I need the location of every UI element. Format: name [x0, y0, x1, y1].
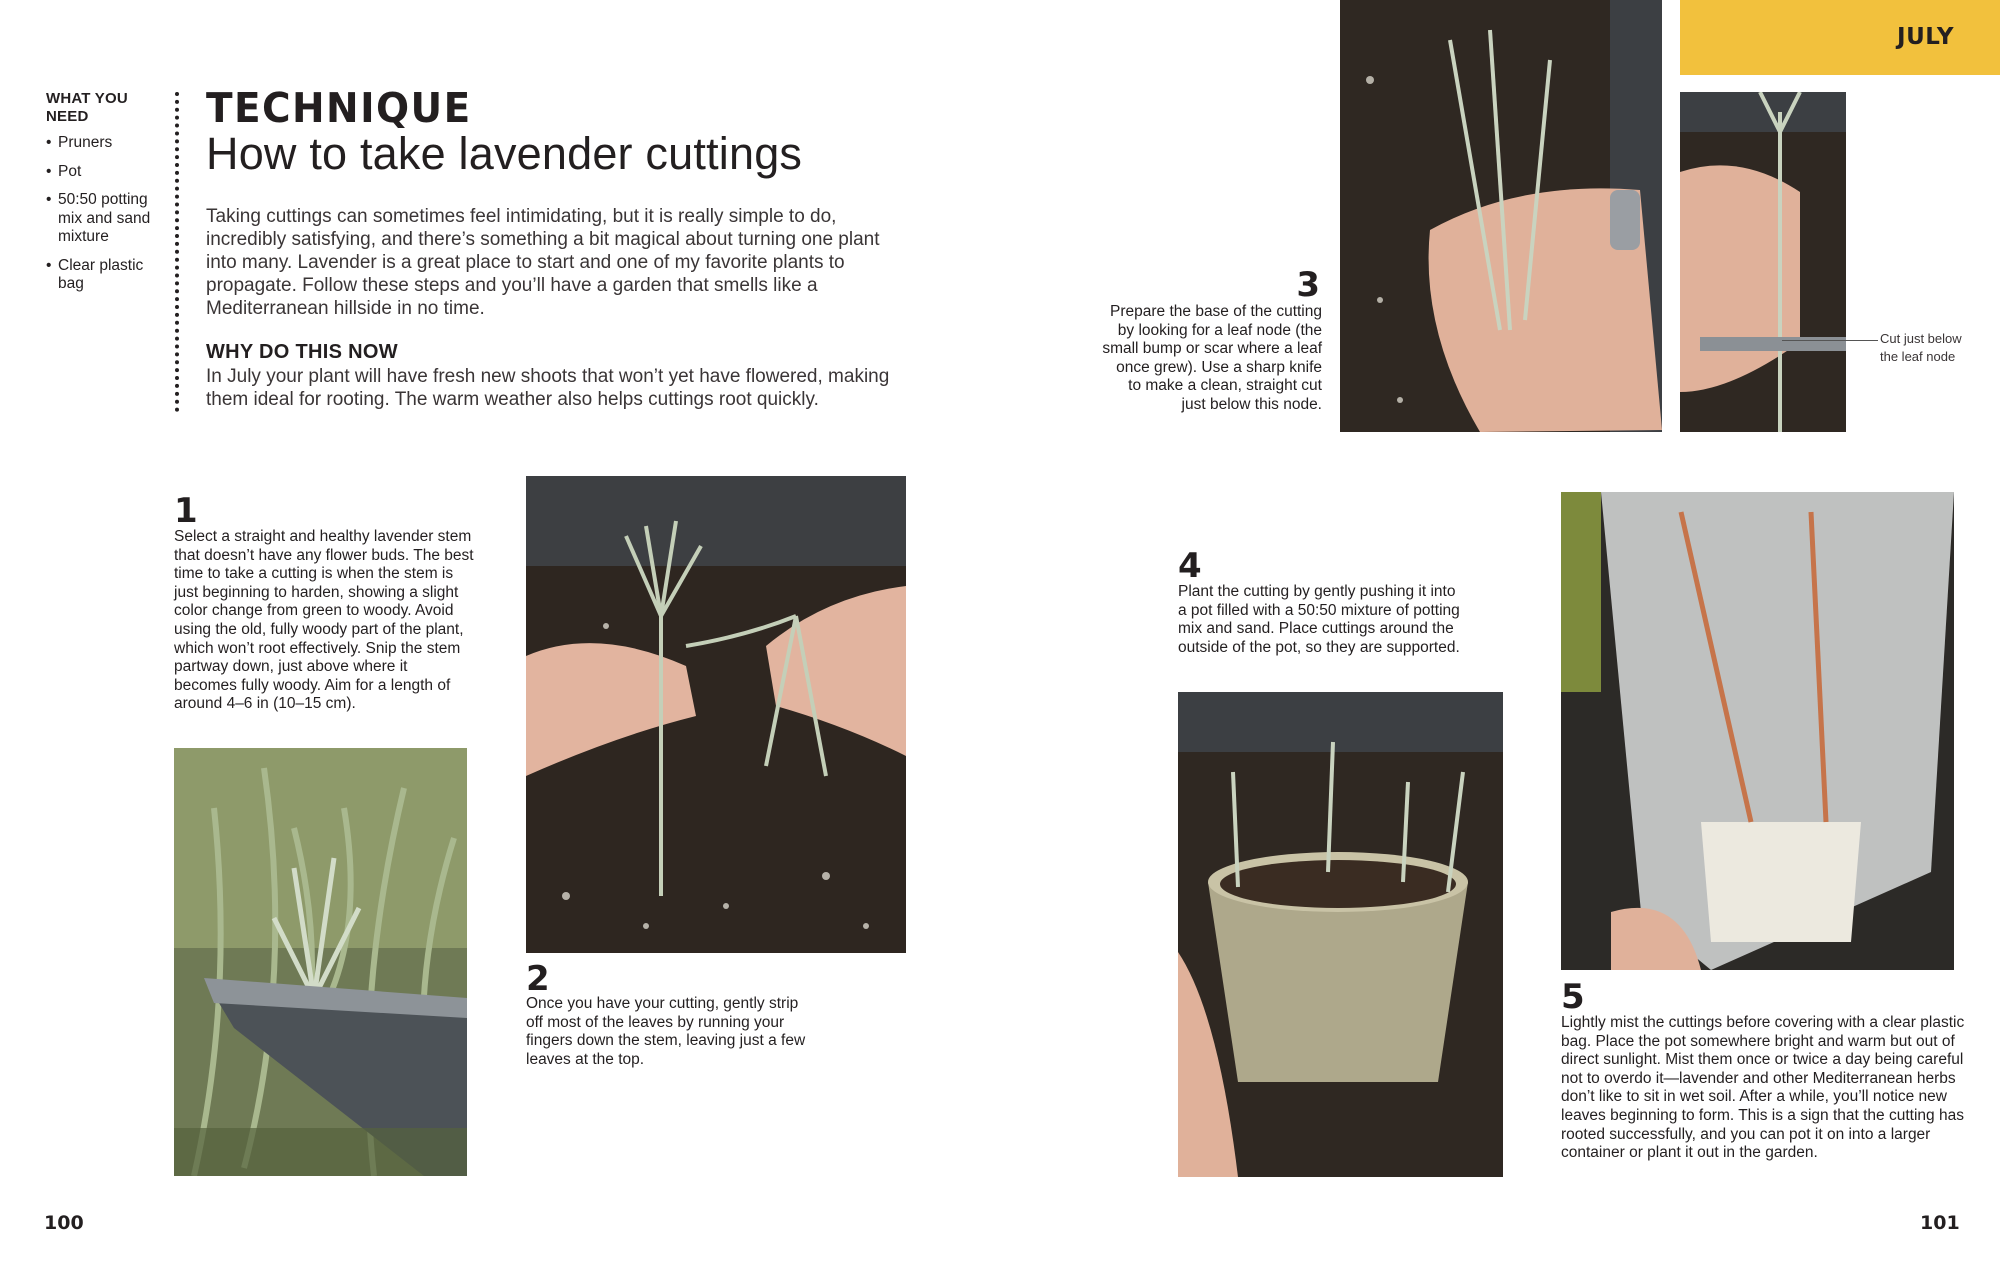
step-2-number: 2 — [526, 959, 550, 999]
callout-line — [1782, 340, 1878, 341]
step-4-text: Plant the cutting by gently pushing it into a pot filled with a 50:50 mixture of potting mix and sand. Place cuttings around the outside of the pot, so they are supported. — [1178, 583, 1460, 656]
photo-pot-in-plastic-bag — [1561, 492, 1954, 970]
why-paragraph: In July your plant will have fresh new shoots that won’t yet have flowered, making them ideal for rooting. The warm weather also helps cuttings root quickly. — [206, 366, 890, 410]
why-heading: WHY DO THIS NOW — [206, 341, 398, 363]
photo-cutting-stem-with-pruners — [174, 748, 467, 1176]
page-number-right: 101 — [1920, 1212, 1960, 1234]
step-3-text: Prepare the base of the cutting by looking for a leaf node (the small bump or scar where a leaf once grew). Use a sharp knife to make a clean, straight cut just below this node. — [1102, 303, 1322, 413]
photo-stripping-leaves — [526, 476, 906, 953]
list-item: • Pot — [46, 163, 171, 182]
month-tab — [1680, 0, 2000, 75]
step-1-text: Select a straight and healthy lavender stem that doesn’t have any flower buds. The best time to take a cutting is when the stem is just beginning to harden, showing a slight color change from green to woody. Avoid using the old, fully woody part of the plant, which won’t root effectively. Snip the stem partway down, just above where it becomes fully woody. Aim for a length of around 4–6 in (10–15 cm). — [174, 528, 474, 713]
what-you-need-list — [46, 134, 171, 304]
step-5-number: 5 — [1561, 977, 1585, 1017]
list-item: • Clear plastic bag — [46, 257, 171, 294]
step-5-text: Lightly mist the cuttings before covering with a clear plastic bag. Place the pot somewhere bright and warm but out of direct sunlight. Mist them once or twice a day being careful not to overdo it—lavender and other Mediterranean herbs don’t like to sit in wet soil. After a while, you’ll notice new leaves beginning to form. This is a sign that the cutting has rooted successfully, and you can pot it on into a larger container or plant it out in the garden. — [1561, 1014, 1965, 1162]
what-you-need-heading: WHAT YOU NEED — [46, 90, 128, 125]
section-kicker: TECHNIQUE — [206, 84, 472, 132]
list-item: • Pruners — [46, 134, 171, 153]
intro-paragraph: Taking cuttings can sometimes feel intimidating, but it is really simple to do, incredibly satisfying, and there’s something a bit magical about turning one plant into many. Lavender is a great place to start and one of my favorite plants to propagate. Follow these steps and you’ll have a garden that smells like a Mediterranean hillside in no time. — [206, 206, 880, 319]
dotted-divider — [175, 92, 179, 412]
photo-holding-cuttings — [1340, 0, 1662, 432]
photo-pot-with-cuttings — [1178, 692, 1503, 1177]
callout-label: Cut just below the leaf node — [1880, 331, 1962, 364]
list-item: • 50:50 potting mix and sand mixture — [46, 191, 171, 247]
page-number-left: 100 — [44, 1212, 84, 1234]
page-title: How to take lavender cuttings — [206, 128, 803, 179]
month-label: JULY — [1897, 24, 1954, 50]
step-1-number: 1 — [174, 491, 198, 531]
step-3-number: 3 — [1296, 265, 1320, 305]
step-2-text: Once you have your cutting, gently strip off most of the leaves by running your fingers down the stem, leaving just a few leaves at the top. — [526, 995, 806, 1068]
step-4-number: 4 — [1178, 546, 1202, 586]
photo-cutting-below-node — [1680, 92, 1846, 432]
